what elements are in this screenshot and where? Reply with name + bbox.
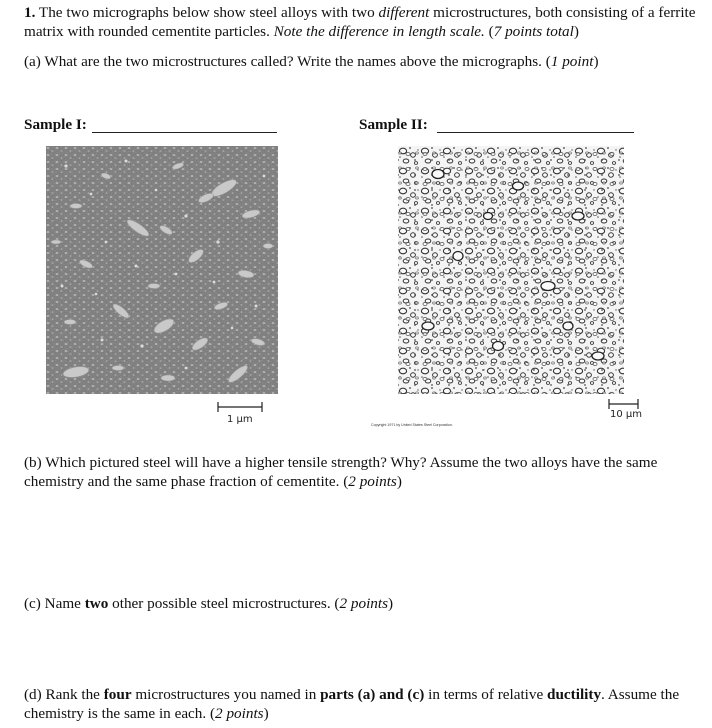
qc-points: 2 points: [339, 595, 389, 612]
q1-text: The two micrographs below show steel alloys with two: [35, 4, 379, 21]
q1-text: ): [573, 23, 579, 40]
micrograph-sample-1: [46, 146, 278, 394]
qa-text: ): [593, 53, 599, 70]
micrograph-sample-2: [398, 146, 624, 394]
question-number: 1.: [24, 4, 36, 21]
qd-text: ): [263, 705, 269, 722]
sample-1-label: Sample I:: [24, 116, 87, 133]
question-1c: [24, 594, 696, 613]
qb-text: ): [396, 473, 402, 490]
question-1-intro: [24, 3, 696, 41]
sample-2-label: Sample II:: [359, 116, 428, 133]
qd-text: (d) Rank the: [24, 686, 104, 703]
qd-text: microstructures you named in: [131, 686, 321, 703]
q1-emphasis-different: different: [378, 4, 430, 21]
qd-emphasis-four: four: [103, 686, 132, 703]
scale-label-2: 10 μm: [610, 409, 643, 420]
qd-text: . Assume the chemistry is the same in each. (: [24, 686, 680, 722]
qa-points: 1 point: [550, 53, 594, 70]
q1-emphasis-note: Note the difference in length scale.: [273, 23, 485, 40]
qb-text: (b) Which pictured steel will have a higher tensile strength? Why? Assume the two alloys have the same chemistry and the same phase fraction of cementite. (: [24, 454, 658, 490]
qd-emphasis-ductility: ductility: [547, 686, 602, 703]
qc-text: (c) Name: [24, 595, 85, 612]
qc-text: other possible steel microstructures. (: [108, 595, 340, 612]
qd-text: in terms of relative: [424, 686, 548, 703]
qd-emphasis-parts: parts (a) and (c): [320, 686, 425, 703]
q1-text: (: [484, 23, 494, 40]
qc-text: ): [388, 595, 394, 612]
sample-1-answer-line[interactable]: [92, 132, 277, 133]
sample-2-answer-line[interactable]: [437, 132, 634, 133]
question-1b: [24, 453, 696, 491]
question-1a: [24, 52, 696, 71]
qc-emphasis-two: two: [84, 595, 109, 612]
question-1d: [24, 685, 696, 723]
scale-bar-1: [216, 400, 266, 414]
scale-label-1: 1 μm: [227, 414, 253, 425]
q1-points: 7 points total: [493, 23, 574, 40]
copyright-notice: Copyright 1971 by United States Steel Corporation.: [371, 423, 453, 427]
qd-points: 2 points: [215, 705, 264, 722]
qb-points: 2 points: [348, 473, 397, 490]
q1-text: microstructures, both consisting of a ferrite matrix with rounded cementite particles.: [24, 4, 696, 40]
qa-text: (a) What are the two microstructures called? Write the names above the micrographs. (: [24, 53, 551, 70]
